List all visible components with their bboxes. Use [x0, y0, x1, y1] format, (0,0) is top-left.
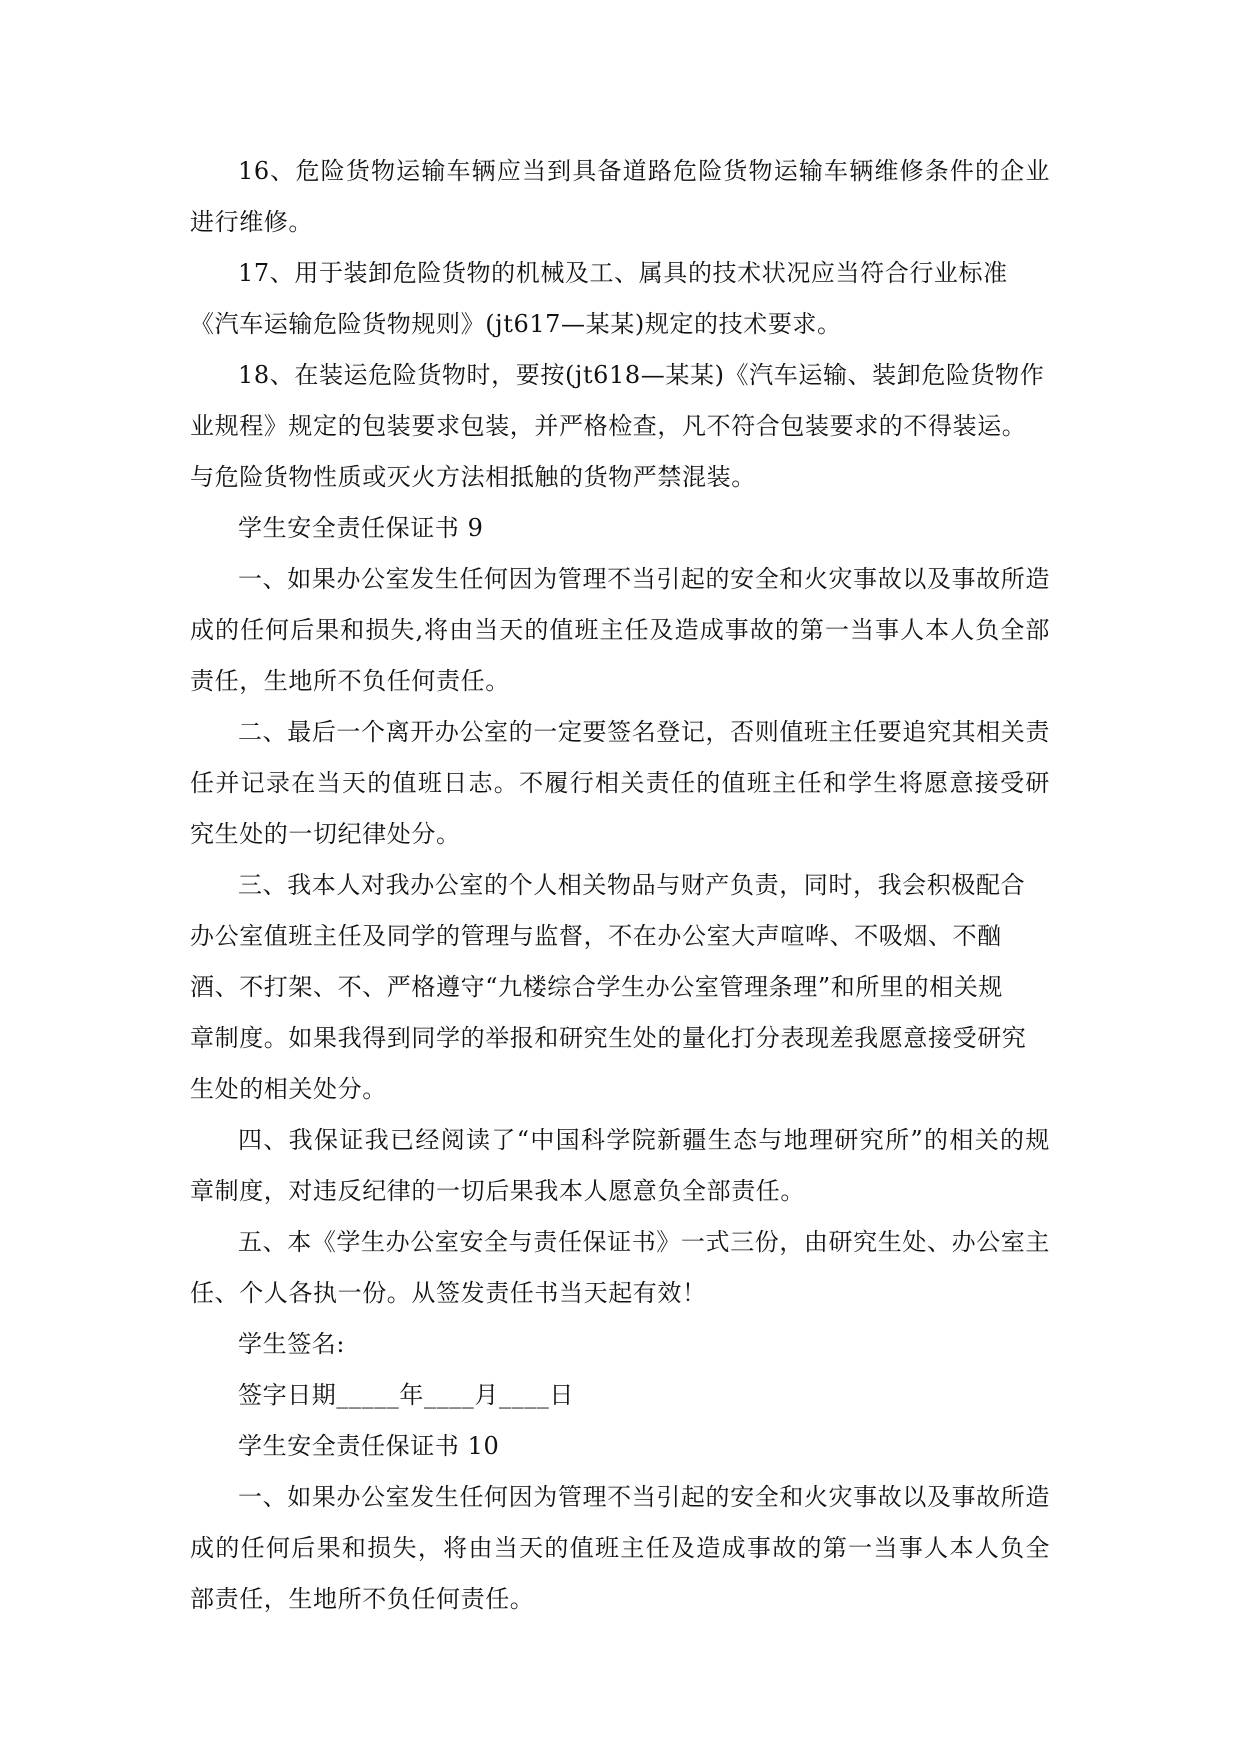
section-9-clause-1: 一、如果办公室发生任何因为管理不当引起的安全和火灾事故以及事故所造成的任何后果和损失,将由当天的值班主任及造成事故的第一当事人本人负全部责任，生地所不负任何责任。	[190, 565, 1050, 695]
item-17-line-1: 17、用于装卸危险货物的机械及工、属具的技术状况应当符合行业标准	[238, 259, 1008, 287]
section-9-clause-5: 五、本《学生办公室安全与责任保证书》一式三份，由研究生处、办公室主任、个人各执一份。从签发责任书当天起有效！	[190, 1228, 1050, 1307]
section-9-clause-3-line-3: 酒、不打架、不、严格遵守“九楼综合学生办公室管理条理”和所里的相关规	[190, 973, 1003, 1001]
section-9-title: 学生安全责任保证书 9	[238, 514, 484, 542]
item-17-line-2: 《汽车运输危险货物规则》(jt617—某某)规定的技术要求。	[190, 310, 842, 338]
item-18-line-3: 与危险货物性质或灭火方法相抵触的货物严禁混装。	[190, 463, 756, 491]
section-9-clause-3-line-5: 生处的相关处分。	[190, 1075, 387, 1103]
section-9-clause-3-line-4: 章制度。如果我得到同学的举报和研究生处的量化打分表现差我愿意接受研究	[190, 1024, 1027, 1052]
section-10-title: 学生安全责任保证书 10	[238, 1432, 500, 1460]
item-18-line-1: 18、在装运危险货物时，要按(jt618—某某)《汽车运输、装卸危险货物作	[238, 361, 1045, 389]
section-10-clause-1: 一、如果办公室发生任何因为管理不当引起的安全和火灾事故以及事故所造成的任何后果和损失，将由当天的值班主任及造成事故的第一当事人本人负全部责任，生地所不负任何责任。	[190, 1483, 1050, 1613]
section-9-clause-2: 二、最后一个离开办公室的一定要签名登记，否则值班主任要追究其相关责任并记录在当天的值班日志。不履行相关责任的值班主任和学生将愿意接受研究生处的一切纪律处分。	[190, 718, 1050, 848]
student-signature-label: 学生签名:	[238, 1330, 346, 1358]
section-9-clause-4: 四、我保证我已经阅读了“中国科学院新疆生态与地理研究所”的相关的规章制度，对违反纪律的一切后果我本人愿意负全部责任。	[190, 1126, 1050, 1205]
section-9-clause-3-line-1: 三、我本人对我办公室的个人相关物品与财产负责，同时，我会积极配合	[238, 871, 1026, 899]
item-16-paragraph: 16、危险货物运输车辆应当到具备道路危险货物运输车辆维修条件的企业进行维修。	[190, 157, 1050, 236]
section-9-clause-3-line-2: 办公室值班主任及同学的管理与监督，不在办公室大声喧哗、不吸烟、不酗	[190, 922, 1002, 950]
document-body	[190, 146, 1050, 1625]
item-18-line-2: 业规程》规定的包装要求包装，并严格检查，凡不符合包装要求的不得装运。	[190, 412, 1027, 440]
signature-date-line: 签字日期_____年____月____日	[238, 1381, 574, 1409]
